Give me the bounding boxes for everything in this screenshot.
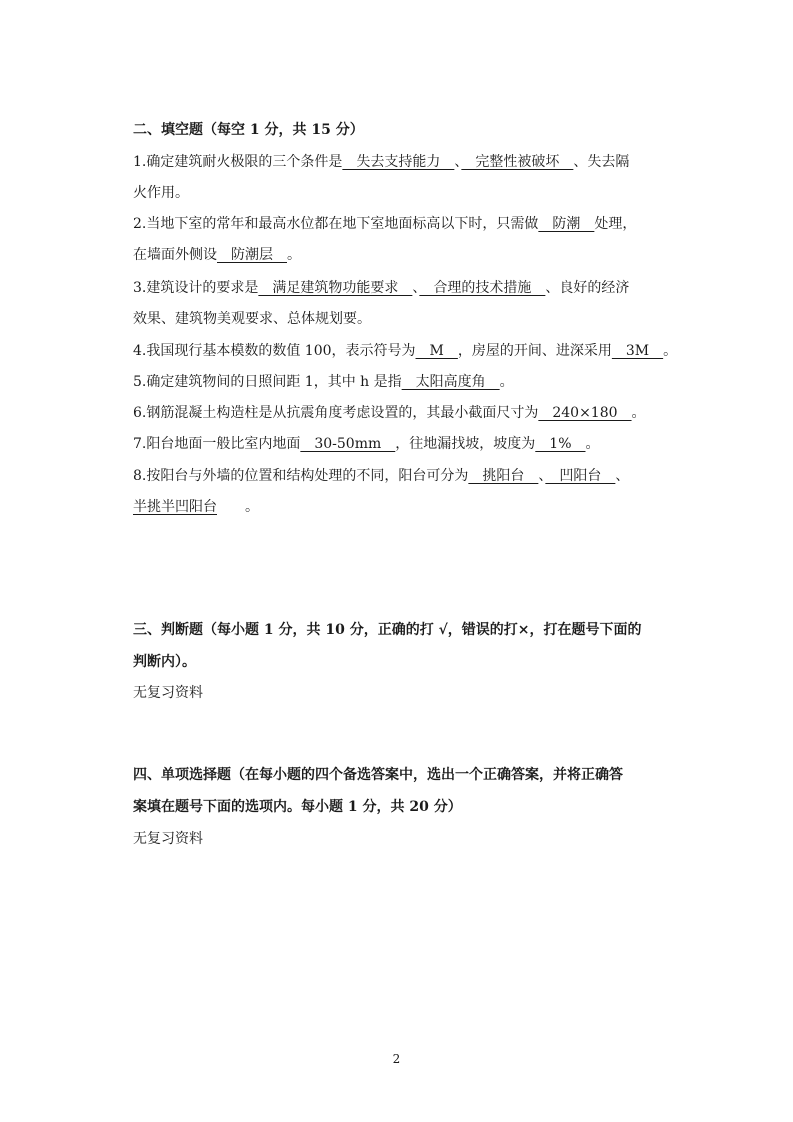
q2-answer-1: 防潮	[538, 216, 595, 232]
q2-text: 2.当地下室的常年和最高水位都在地下室地面标高以下时，只需做	[133, 216, 539, 232]
q2-answer-2: 防潮层	[217, 247, 287, 263]
section-2-heading: 二、填空题（每空 1 分，共 15 分）	[133, 122, 364, 138]
question-4	[133, 340, 677, 360]
q4-text: 4.我国现行基本模数的数值 100，表示符号为	[133, 343, 416, 359]
question-2-cont	[133, 244, 301, 264]
q1-text-2: 、失去隔	[573, 154, 630, 170]
q4-answer-1: M	[415, 343, 458, 359]
q4-text-2: ，房屋的开间、进深采用	[457, 343, 612, 359]
q2-text-3: 在墙面外侧设	[133, 247, 217, 263]
q8-end: 。	[217, 499, 259, 515]
q8-answer-3: 半挑半凹阳台	[133, 499, 217, 515]
q3-sep: 、	[412, 280, 420, 296]
q6-answer: 240×180	[538, 405, 632, 421]
q7-text: 7.阳台地面一般比室内地面	[133, 436, 301, 452]
section-4-note: 无复习资料	[133, 831, 203, 847]
q1-answer-1: 失去支持能力	[342, 154, 455, 170]
q8-text: 8.按阳台与外墙的位置和结构处理的不同，阳台可分为	[133, 468, 469, 484]
section-3-heading: 三、判断题（每小题 1 分，共 10 分，正确的打 √，错误的打×，打在题号下面的	[133, 622, 642, 638]
section-4-heading-cont: 案填在题号下面的选项内。每小题 1 分，共 20 分）	[133, 799, 462, 815]
q7-answer-2: 1%	[535, 436, 586, 452]
question-3	[133, 277, 629, 297]
q6-text: 6.钢筋混凝土构造柱是从抗震角度考虑设置的，其最小截面尺寸为	[133, 405, 539, 421]
q2-text-2: 处理，	[594, 216, 637, 232]
q1-sep: 、	[454, 154, 462, 170]
question-3-cont: 效果、建筑物美观要求、总体规划要。	[133, 311, 371, 327]
question-5	[133, 371, 514, 391]
question-1	[133, 151, 629, 171]
q1-text: 1.确定建筑耐火极限的三个条件是	[133, 154, 343, 170]
q4-end: 。	[663, 343, 678, 359]
q1-answer-2: 完整性被破坏	[461, 154, 574, 170]
q5-end: 。	[499, 374, 514, 390]
q7-end: 。	[585, 436, 600, 452]
q7-text-2: ，往地漏找坡，坡度为	[395, 436, 536, 452]
q7-answer-1: 30-50mm	[300, 436, 396, 452]
q3-text: 3.建筑设计的要求是	[133, 280, 259, 296]
section-4-heading: 四、单项选择题（在每小题的四个备选答案中，选出一个正确答案，并将正确答	[133, 767, 623, 783]
q3-answer-1: 满足建筑物功能要求	[258, 280, 413, 296]
question-1-cont: 火作用。	[133, 185, 189, 201]
question-8	[133, 465, 629, 485]
section-3-note: 无复习资料	[133, 685, 203, 701]
section-3-heading-cont: 判断内）。	[133, 654, 196, 670]
q3-answer-2: 合理的技术措施	[419, 280, 546, 296]
question-6	[133, 402, 646, 422]
q2-end: 。	[287, 247, 301, 263]
q8-sep-1: 、	[538, 468, 546, 484]
q3-text-2: 、良好的经济	[545, 280, 630, 296]
question-7	[133, 433, 600, 453]
page-number: 2	[392, 1052, 401, 1066]
question-2	[133, 213, 636, 233]
q8-answer-1: 挑阳台	[468, 468, 539, 484]
q5-text: 5.确定建筑物间的日照间距 1，其中 h 是指	[133, 374, 402, 390]
q8-sep-2: 、	[615, 468, 630, 484]
q5-answer: 太阳高度角	[401, 374, 500, 390]
question-8-cont	[133, 496, 259, 516]
q4-answer-2: 3M	[611, 343, 664, 359]
q8-answer-2: 凹阳台	[545, 468, 616, 484]
q6-end: 。	[631, 405, 646, 421]
